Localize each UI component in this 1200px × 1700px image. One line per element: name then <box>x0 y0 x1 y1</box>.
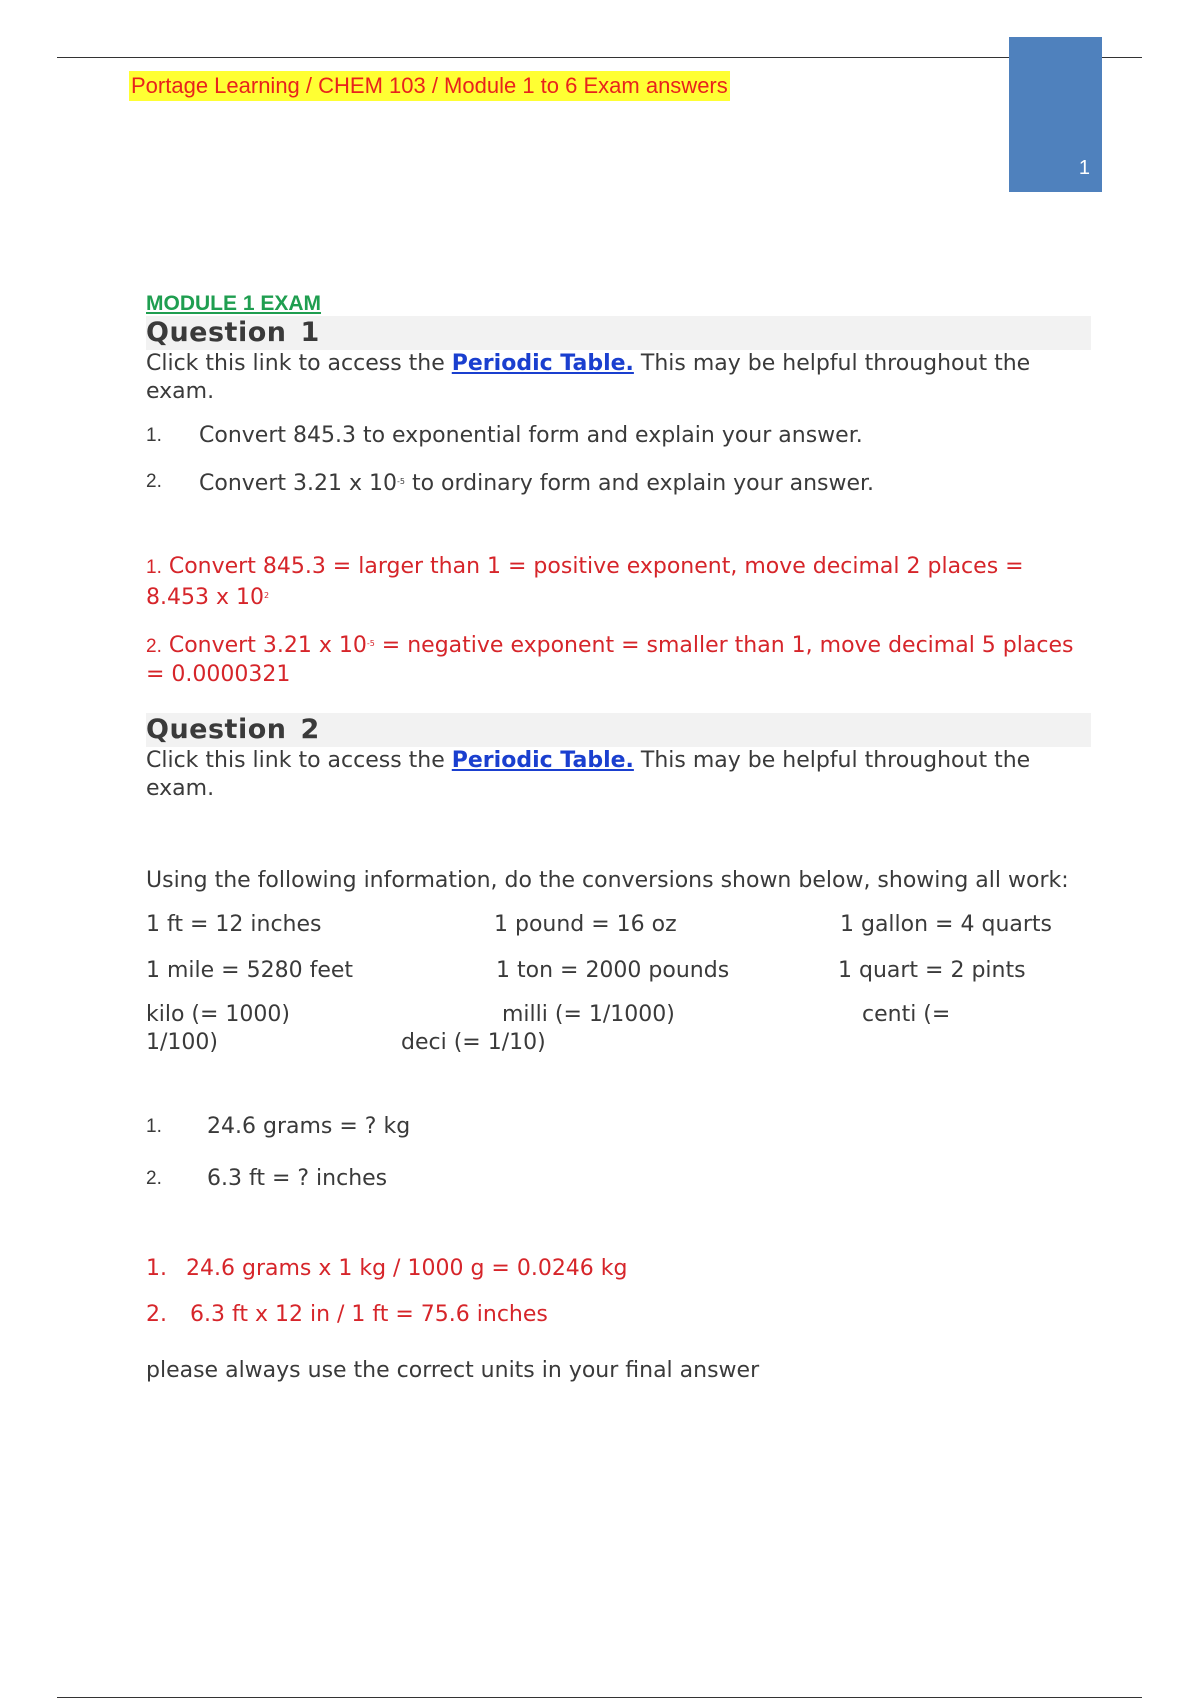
conversion-table <box>146 911 1091 1071</box>
footer-rule <box>57 1697 1142 1698</box>
item-number: 2. <box>146 1168 162 1189</box>
intro-text-after: This may be helpful throughout the exam. <box>146 748 1031 801</box>
answer-item <box>146 1255 1091 1283</box>
answer-number: 1. <box>146 1256 167 1281</box>
question-label: Question <box>146 317 287 348</box>
list-item <box>146 468 1091 498</box>
item-text: Convert 845.3 to exponential form and explain your answer. <box>199 423 863 448</box>
conversion-quart-pints: 1 quart = 2 pints <box>838 958 1026 983</box>
conversion-ft-inches: 1 ft = 12 inches <box>146 912 322 937</box>
item-text-part: Convert 3.21 x 10 <box>199 471 397 496</box>
list-item <box>146 422 1091 450</box>
intro-text: Click this link to access the <box>146 748 452 773</box>
periodic-table-link[interactable]: Periodic Table. <box>451 351 634 376</box>
page-number-box <box>1009 37 1102 192</box>
header-rule <box>57 57 1142 58</box>
answer-item <box>146 1301 1091 1329</box>
item-text-part: to ordinary form and explain your answer. <box>404 471 875 496</box>
answer-text-after: = negative exponent = smaller than 1, move decimal 5 places = 0.0000321 <box>146 633 1074 687</box>
prefix-centi: centi (= <box>862 1002 951 1027</box>
conversion-instructions: Using the following information, do the conversions shown below, showing all work: <box>146 868 1069 893</box>
answer-text: 6.3 ft x 12 in / 1 ft = 75.6 inches <box>190 1302 548 1327</box>
document-header-title: Portage Learning / CHEM 103 / Module 1 to 6 Exam answers <box>129 71 730 101</box>
item-number: 1. <box>146 1116 162 1137</box>
exponent: -5 <box>396 477 405 486</box>
prefix-kilo: kilo (= 1000) <box>146 1002 290 1027</box>
page-number: 1 <box>1078 157 1090 179</box>
document-body <box>146 292 1091 1385</box>
question-1-intro <box>146 350 1091 406</box>
module-title: MODULE 1 EXAM <box>146 292 322 315</box>
question-2-intro <box>146 747 1091 803</box>
question-1-heading <box>146 316 1091 350</box>
answer-number: 2. <box>146 636 162 657</box>
question-2-heading <box>146 713 1091 747</box>
question-2-list <box>146 1113 1091 1193</box>
periodic-table-link[interactable]: Periodic Table. <box>451 748 634 773</box>
question-1-list <box>146 422 1091 498</box>
question-1-answer-2 <box>146 630 1091 689</box>
prefix-centi-value: 1/100) <box>146 1030 218 1055</box>
question-2-answers <box>146 1255 1091 1329</box>
list-item <box>146 1113 1091 1141</box>
answer-text: 24.6 grams x 1 kg / 1000 g = 0.0246 kg <box>186 1256 628 1281</box>
question-1-answer-1 <box>146 553 1091 612</box>
answer-number: 1. <box>146 557 162 578</box>
intro-text-after: This may be helpful throughout the exam. <box>146 351 1031 404</box>
conversion-mile-feet: 1 mile = 5280 feet <box>146 958 354 983</box>
conversion-pound-oz: 1 pound = 16 oz <box>494 912 677 937</box>
intro-text: Click this link to access the <box>146 351 452 376</box>
item-text: 6.3 ft = ? inches <box>207 1166 388 1191</box>
answer-text: Convert 845.3 = larger than 1 = positive exponent, move decimal 2 places = 8.453 x 10 <box>146 554 1024 610</box>
exponent: -5 <box>366 639 375 648</box>
list-item <box>146 1165 1091 1193</box>
exponent: 2 <box>263 591 270 600</box>
item-number: 2. <box>146 471 162 492</box>
prefix-deci: deci (= 1/10) <box>401 1030 546 1055</box>
units-note: please always use the correct units in your final answer <box>146 1358 760 1383</box>
item-text: 24.6 grams = ? kg <box>207 1114 411 1139</box>
item-text <box>199 468 874 498</box>
answer-number: 2. <box>146 1302 167 1327</box>
item-number: 1. <box>146 425 162 446</box>
answer-text: Convert 3.21 x 10 <box>161 633 367 658</box>
question-number: 2 <box>300 714 320 745</box>
question-label: Question <box>146 714 287 745</box>
conversion-gallon-quarts: 1 gallon = 4 quarts <box>840 912 1052 937</box>
conversion-ton-pounds: 1 ton = 2000 pounds <box>496 958 730 983</box>
question-number: 1 <box>300 317 320 348</box>
prefix-milli: milli (= 1/1000) <box>502 1002 675 1027</box>
